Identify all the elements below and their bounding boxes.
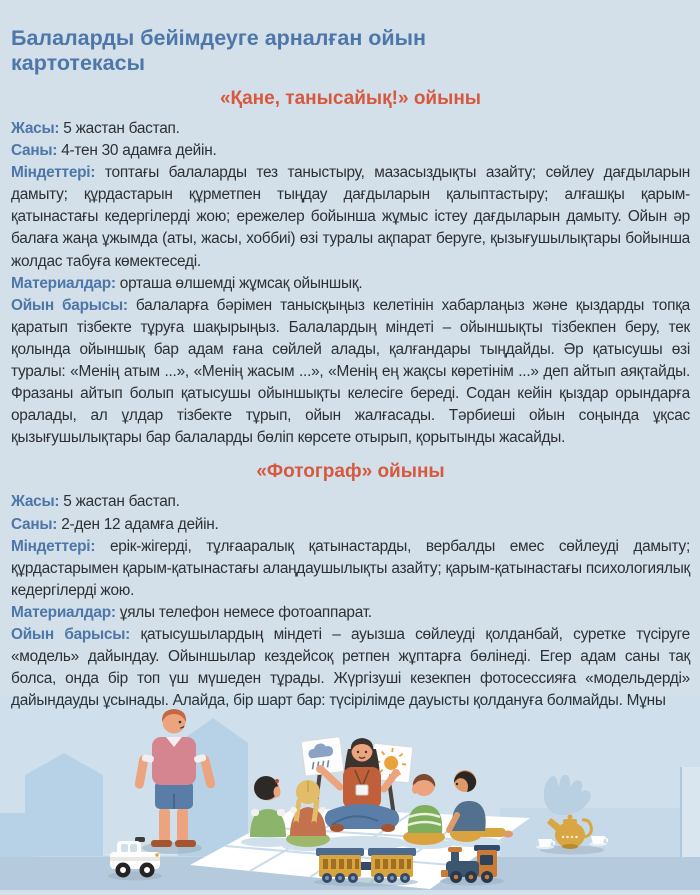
field-text: қатысушылардың міндеті – ауызша сөйлеуді қолданбай, суретке түсіруге «модель» дайындау. Ойыншылар кездейсоқ ретпен жұптарға бөлінеді. Егер адам саны тақ болса, онда бір топ үш мүшеден тұрады. Жүргізуші кезекпен фотосессияға «модельдерді» дайындауды ұсынады. Алайда, бір шарт бар: түсірілімде дауысты қолдануға болмайды. Мұны	[11, 626, 690, 709]
field-text: ұялы телефон немесе фотоаппарат.	[120, 604, 372, 621]
game-1-count	[11, 140, 690, 162]
field-label: Материалдар:	[11, 604, 116, 621]
field-label: Жасы:	[11, 493, 59, 510]
field-text: орташа өлшемді жұмсақ ойыншық.	[120, 275, 363, 292]
field-label: Саны:	[11, 142, 57, 159]
page-title: Балаларды бейімдеуге арналған ойын картотекасы	[11, 26, 531, 76]
game-1-procedure	[11, 295, 690, 450]
field-text: топтағы балаларды тез таныстыру, мазасыздықты азайту; сөйлеу дағдыларын дамыту; құрдастарын құрметпен тыңдау дағдыларын қалыптастыру; алғашқы қарым-қатынастағы кедергілерді жою; ережелер бойынша жұмыс істеу дағдыларын дамыту. Ойын әр балаға жаңа ұжымда (аты, жасы, хоббиі) өзі туралы ақпарат беруге, қызығушылықтары бойынша жолдас табуға көмектеседі.	[11, 164, 690, 269]
game-1-materials	[11, 273, 690, 295]
game-1-objectives	[11, 162, 690, 272]
game-2-objectives	[11, 536, 690, 602]
illustration-scene	[0, 695, 700, 890]
field-text: ерік-жігерді, тұлғааралық қатынастарды, вербалды емес сөйлеуді дамыту; құрдастарымен қарым-қатынастағы алаңдаушылықты азайту; қарым-қатынастағы психологиялық кедергілерді жою.	[11, 538, 690, 599]
field-label: Саны:	[11, 516, 57, 533]
field-label: Міндеттері:	[11, 164, 95, 181]
game-2-count	[11, 514, 690, 536]
illustration	[0, 695, 700, 890]
train-wagon	[368, 848, 416, 883]
game-2-procedure	[11, 624, 690, 712]
game-1-age	[11, 118, 690, 140]
field-text: балаларға бәрімен танысқыңыз келетінін хабарлаңыз және қыздарды топқа қаратып тізбекте тұруға шақырыңыз. Балалардың міндеті – ойыншықты тізбекпен беру, тек қолында ойыншық бар адам ғана сөйлей алады, қалғандары тыңдайды. Әр қатысушы өзі туралы: «Менің атым ...», «Менің жасым ...», «Менің ең жақсы көретінім ...» деп айтып аяқтайды. Фразаны айтып болып қатысушы ойыншықты келесіге береді. Содан кейін қыздар орындарға оралады, ал ұлдар тізбекте тұрып, ойын жалғасады. Тәрбиеші ойын соңында ұқсас қызығушылықтары бар балаларды бөліп көрсете отырып, қорытынды жасайды.	[11, 297, 690, 447]
field-label: Материалдар:	[11, 275, 116, 292]
game-1-heading: «Қане, танысайық!» ойыны	[11, 87, 690, 111]
field-text: 5 жастан бастап.	[63, 120, 179, 137]
field-text: 5 жастан бастап.	[63, 493, 179, 510]
game-2-heading: «Фотограф» ойыны	[11, 460, 690, 484]
field-label: Ойын барысы:	[11, 626, 130, 643]
field-text: 4-тен 30 адамға дейін.	[61, 142, 216, 159]
field-label: Міндеттері:	[11, 538, 95, 555]
train-wagon	[316, 848, 364, 883]
game-2-age	[11, 491, 690, 513]
field-label: Ойын барысы:	[11, 297, 128, 314]
game-2-materials	[11, 602, 690, 624]
field-label: Жасы:	[11, 120, 59, 137]
field-text: 2-ден 12 адамға дейін.	[61, 516, 218, 533]
